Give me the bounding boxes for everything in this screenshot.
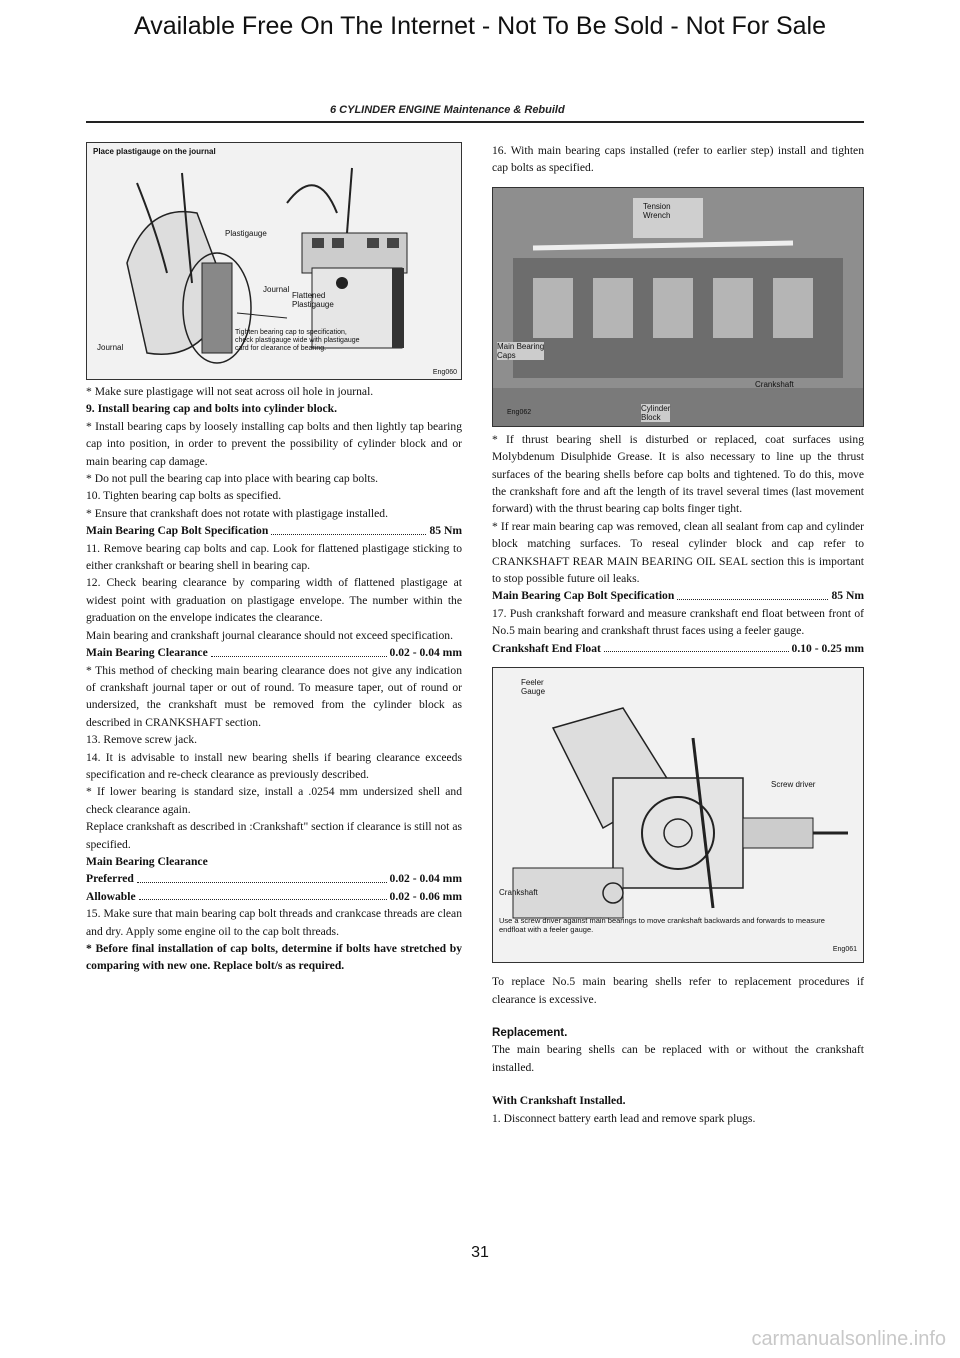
site-watermark: carmanualsonline.info xyxy=(751,1328,946,1350)
step-17: 17. Push crankshaft forward and measure crankshaft end float between front of No.5 main bearing and crankshaft thrust faces using a feeler gauge. xyxy=(492,606,864,638)
figure-feeler-gauge xyxy=(492,667,864,963)
fig2-id: Eng062 xyxy=(507,409,532,417)
para: * Before final installation of cap bolts, determine if bolts have stretched by comparing with new one. Replace bolt/s as required. xyxy=(86,942,462,973)
running-header: 6 CYLINDER ENGINE Maintenance & Rebuild xyxy=(330,104,565,116)
step-10: 10. Tighten bearing cap bolts as specified. xyxy=(86,489,282,503)
clearance-heading: Main Bearing Clearance xyxy=(86,854,208,868)
fig1-journal-left-label: Journal xyxy=(97,343,124,352)
spec-label: Main Bearing Cap Bolt Specification xyxy=(492,589,675,603)
fig1-id: Eng060 xyxy=(432,369,457,376)
step-1: 1. Disconnect battery earth lead and remove spark plugs. xyxy=(492,1111,756,1125)
fig3-crankshaft-label: Crankshaft xyxy=(499,888,538,898)
with-crank-heading: With Crankshaft Installed. xyxy=(492,1094,626,1108)
spec-preferred xyxy=(86,870,462,887)
spec-value: 0.10 - 0.25 mm xyxy=(791,641,864,655)
para: To replace No.5 main bearing shells refer to replacement procedures if clearance is excessive. xyxy=(492,975,864,1006)
step-9: 9. Install bearing cap and bolts into cylinder block. xyxy=(86,402,338,416)
step-13: 13. Remove screw jack. xyxy=(86,733,198,747)
fig1-tighten-note: Tighten bearing cap to specification, check plastigauge wide with plastigauge card for clearance of bearing. xyxy=(235,329,360,352)
fig3-id: Eng061 xyxy=(832,945,857,953)
left-column xyxy=(86,383,462,975)
spec-end-float xyxy=(492,640,864,657)
fig1-journal-right-label: Journal xyxy=(263,285,290,294)
step-16: 16. With main bearing caps installed (refer to earlier step) install and tighten cap bolts as specified. xyxy=(492,144,864,175)
fig1-flattened-label: Flattened Plastigauge xyxy=(292,291,334,309)
figure-tension-wrench xyxy=(492,187,864,427)
fig1-plastigauge-label: Plastigauge xyxy=(225,229,267,238)
para: * If lower bearing is standard size, install a .0254 mm undersized shell and check clearance again. xyxy=(86,785,462,816)
fig3-caption: Use a screw driver against main bearings to move crankshaft backwards and forwards to measure endfloat with a feeler gauge. xyxy=(499,916,825,935)
para: * Ensure that crankshaft does not rotate with plastigage installed. xyxy=(86,506,388,520)
step-11: 11. Remove bearing cap bolts and cap. Look for flattened plastigage sticking to either crankshaft or bearing shell in bearing cap. xyxy=(86,541,462,573)
para: Main bearing and crankshaft journal clearance should not exceed specification. xyxy=(86,628,453,642)
spec-label: Allowable xyxy=(86,889,136,903)
para: The main bearing shells can be replaced with or without the crankshaft installed. xyxy=(492,1043,864,1074)
spec-cap-bolt xyxy=(86,522,462,539)
spec-allowable xyxy=(86,888,462,905)
fig2-tension-wrench-label: Tension Wrench xyxy=(643,201,671,220)
spec-main-clearance xyxy=(86,644,462,661)
spec-value: 0.02 - 0.04 mm xyxy=(389,646,462,660)
tension-wrench-photo xyxy=(493,188,863,426)
fig3-screw-driver-label: Screw driver xyxy=(771,780,816,790)
page-number: 31 xyxy=(471,1244,489,1261)
spec-value: 0.02 - 0.04 mm xyxy=(389,872,462,886)
header-rule xyxy=(86,121,864,123)
step-15: 15. Make sure that main bearing cap bolt threads and crankcase threads are clean and dry. Apply some engine oil to the cap bolt threads. xyxy=(86,907,462,938)
figure-plastigauge xyxy=(86,142,462,380)
spec-value: 0.02 - 0.06 mm xyxy=(389,889,462,903)
spec-label: Main Bearing Cap Bolt Specification xyxy=(86,524,269,538)
para: * Make sure plastigage will not seat across oil hole in journal. xyxy=(86,385,374,398)
spec-cap-bolt-2 xyxy=(492,587,864,604)
spec-label: Preferred xyxy=(86,872,134,886)
right-column xyxy=(492,142,864,1127)
spec-value: 85 Nm xyxy=(429,524,462,538)
para: * Do not pull the bearing cap into place with bearing cap bolts. xyxy=(86,472,379,486)
replacement-heading: Replacement. xyxy=(492,1025,568,1039)
step-14: 14. It is advisable to install new bearing shells if bearing clearance exceeds specification and re-check clearance as previously described. xyxy=(86,750,462,781)
spec-value: 85 Nm xyxy=(831,589,864,603)
para: * If thrust bearing shell is disturbed or replaced, coat surfaces using Molybdenum Disulphide Grease. It is also necessary to line up the thrust surfaces of the bearing shells before cap bolts and tightened. To do this, move the crankshaft fore and aft the length of its travel several times (last movement forward) with the thrust bearing cap bolts finger tight. xyxy=(492,432,864,516)
page-banner: Available Free On The Internet - Not To Be Sold - Not For Sale xyxy=(133,12,827,40)
para: * Install bearing caps by loosely installing cap bolts and then lightly tap bearing cap into position, in order to prevent the possibility of cylinder block and or main bearing cap damage. xyxy=(86,419,462,468)
fig1-top-label: Place plastigauge on the journal xyxy=(93,147,216,156)
fig2-main-caps-label: Main Bearing Caps xyxy=(497,341,545,360)
para: * If rear main bearing cap was removed, clean all sealant from cap and cylinder block matching surfaces. To reseal cylinder block and cap refer to CRANKSHAFT REAR MAIN BEARING OIL SEAL section this is important to stop possible future oil leaks. xyxy=(492,519,864,586)
fig2-cylinder-block-label: Cylinder Block xyxy=(641,403,671,422)
para: * This method of checking main bearing clearance does not give any indication of crankshaft journal taper or out of round. To measure taper, out of round or undersized, the crankshaft must be removed from the cylinder block as described in CRANKSHAFT section. xyxy=(86,663,462,729)
spec-label: Main Bearing Clearance xyxy=(86,646,208,660)
spec-label: Crankshaft End Float xyxy=(492,641,601,655)
fig2-crankshaft-label: Crankshaft xyxy=(755,379,794,389)
step-12: 12. Check bearing clearance by comparing width of flattened plastigage at widest point with graduation on plastigage envelope. The number within the graduation on the envelope indicates the clearance. xyxy=(86,576,462,625)
para: Replace crankshaft as described in :Crankshaft" section if clearance is still not as specified. xyxy=(86,820,462,851)
fig3-feeler-label: Feeler Gauge xyxy=(521,678,546,697)
